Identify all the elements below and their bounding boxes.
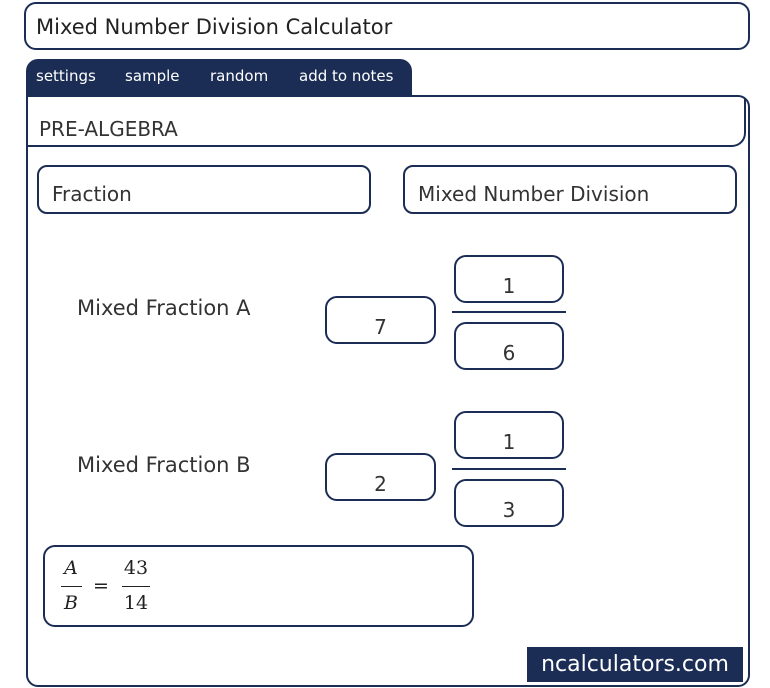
fraction-a-whole-input[interactable] <box>325 296 436 344</box>
tab-random[interactable]: random <box>210 67 269 85</box>
tag-fraction-label: Fraction <box>52 182 132 206</box>
tab-add-to-notes[interactable]: add to notes <box>299 67 394 85</box>
tag-mixed-number-division[interactable] <box>403 165 737 214</box>
result-lhs-numerator: A <box>64 557 78 579</box>
fraction-b-numerator-input[interactable] <box>454 411 564 459</box>
result-equals-sign: = <box>93 575 109 597</box>
result-lhs-denominator: B <box>64 592 78 614</box>
fraction-a-numerator-input[interactable] <box>454 255 564 303</box>
result-numerator: 43 <box>123 557 149 579</box>
mixed-fraction-b-label: Mixed Fraction B <box>77 453 251 477</box>
result-lhs-bar <box>61 586 82 587</box>
result-rhs-bar <box>122 586 150 587</box>
page-title: Mixed Number Division Calculator <box>36 15 393 39</box>
tab-settings[interactable]: settings <box>36 67 96 85</box>
tag-fraction[interactable] <box>37 165 371 214</box>
brand-logo[interactable]: ncalculators.com <box>527 647 743 682</box>
category-header <box>28 99 746 147</box>
tab-bar <box>26 59 412 95</box>
fraction-b-bar <box>452 468 566 470</box>
calculator-title-box <box>24 2 750 50</box>
fraction-a-bar <box>452 311 566 313</box>
result-denominator: 14 <box>123 592 149 614</box>
tab-sample[interactable]: sample <box>125 67 180 85</box>
tag-division-label: Mixed Number Division <box>418 182 650 206</box>
mixed-fraction-a-label: Mixed Fraction A <box>77 296 251 320</box>
category-label: PRE-ALGEBRA <box>39 117 178 141</box>
fraction-b-denominator-input[interactable] <box>454 479 564 527</box>
fraction-a-denominator-input[interactable] <box>454 322 564 370</box>
fraction-b-whole-input[interactable] <box>325 453 436 501</box>
